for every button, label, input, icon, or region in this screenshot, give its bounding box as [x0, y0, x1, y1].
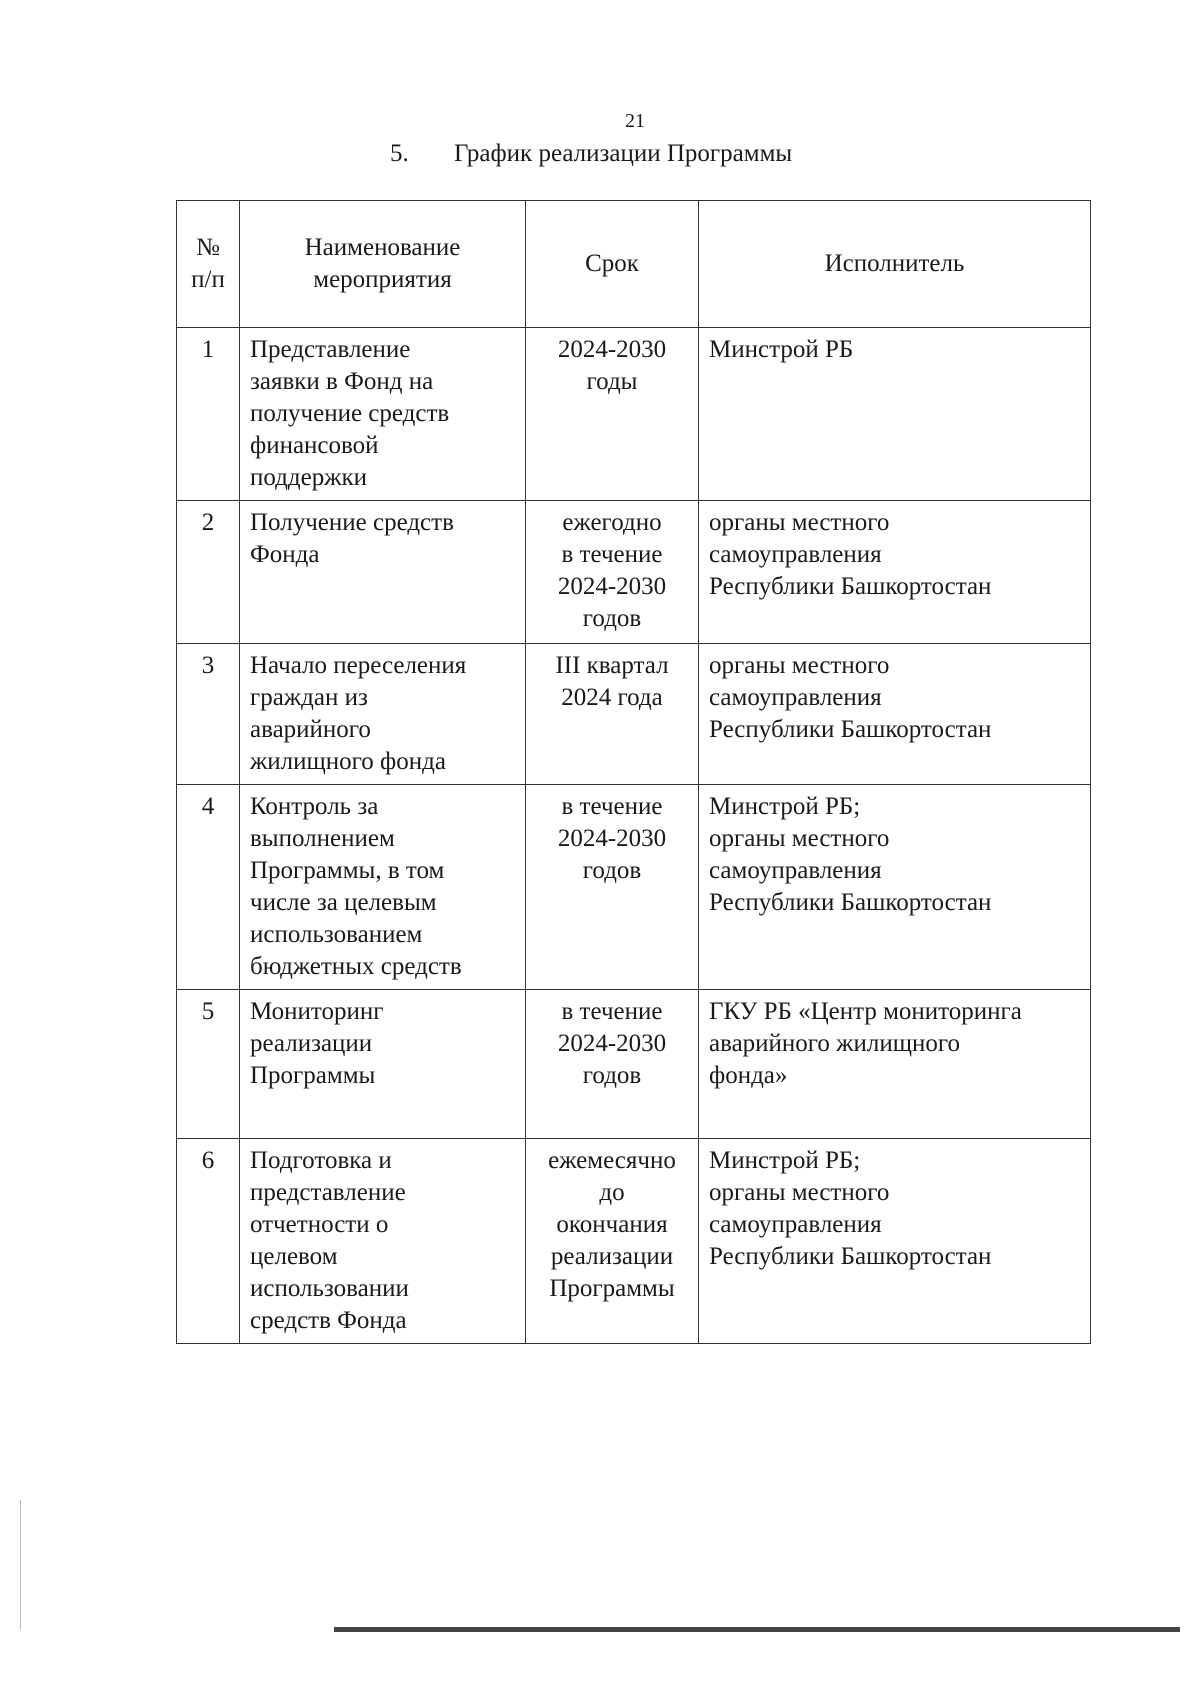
activity-term: ежегодно в течение 2024-2030 годов: [526, 501, 699, 644]
header-executor: Исполнитель: [699, 201, 1091, 328]
activity-executor: органы местного самоуправления Республики Башкортостан: [699, 644, 1091, 785]
table-row: [177, 785, 1091, 990]
section-title: [390, 140, 792, 168]
activity-name: Подготовка и представление отчетности о целевом использовании средств Фонда: [240, 1139, 526, 1344]
activity-name: Представление заявки в Фонд на получение средств финансовой поддержки: [240, 328, 526, 501]
schedule-table: [176, 200, 1091, 1344]
header-name: Наименование мероприятия: [240, 201, 526, 328]
row-number: 3: [177, 644, 240, 785]
activity-name: Мониторинг реализации Программы: [240, 990, 526, 1139]
activity-term: в течение 2024-2030 годов: [526, 990, 699, 1139]
bottom-scan-rule: [334, 1627, 1180, 1632]
table-row: [177, 990, 1091, 1139]
header-term: Срок: [526, 201, 699, 328]
activity-term: ежемесячно до окончания реализации Программы: [526, 1139, 699, 1344]
activity-name: Контроль за выполнением Программы, в том числе за целевым использованием бюджетных средств: [240, 785, 526, 990]
table-row: [177, 501, 1091, 644]
table-header-row: [177, 201, 1091, 328]
activity-executor: ГКУ РБ «Центр мониторинга аварийного жилищного фонда»: [699, 990, 1091, 1139]
activity-term: 2024-2030 годы: [526, 328, 699, 501]
activity-name: Начало переселения граждан из аварийного жилищного фонда: [240, 644, 526, 785]
section-number: 5.: [390, 140, 409, 167]
header-num: № п/п: [177, 201, 240, 328]
table-row: [177, 1139, 1091, 1344]
activity-term: в течение 2024-2030 годов: [526, 785, 699, 990]
table-row: [177, 644, 1091, 785]
activity-executor: Минстрой РБ: [699, 328, 1091, 501]
section-title-text: График реализации Программы: [454, 140, 793, 167]
activity-executor: Минстрой РБ; органы местного самоуправления Республики Башкортостан: [699, 1139, 1091, 1344]
row-number: 5: [177, 990, 240, 1139]
row-number: 2: [177, 501, 240, 644]
row-number: 6: [177, 1139, 240, 1344]
table-row: [177, 328, 1091, 501]
row-number: 1: [177, 328, 240, 501]
activity-term: III квартал 2024 года: [526, 644, 699, 785]
row-number: 4: [177, 785, 240, 990]
page-number: 21: [625, 110, 645, 132]
activity-executor: органы местного самоуправления Республики Башкортостан: [699, 501, 1091, 644]
activity-name: Получение средств Фонда: [240, 501, 526, 644]
scan-edge-line: [20, 1500, 21, 1630]
activity-executor: Минстрой РБ; органы местного самоуправления Республики Башкортостан: [699, 785, 1091, 990]
